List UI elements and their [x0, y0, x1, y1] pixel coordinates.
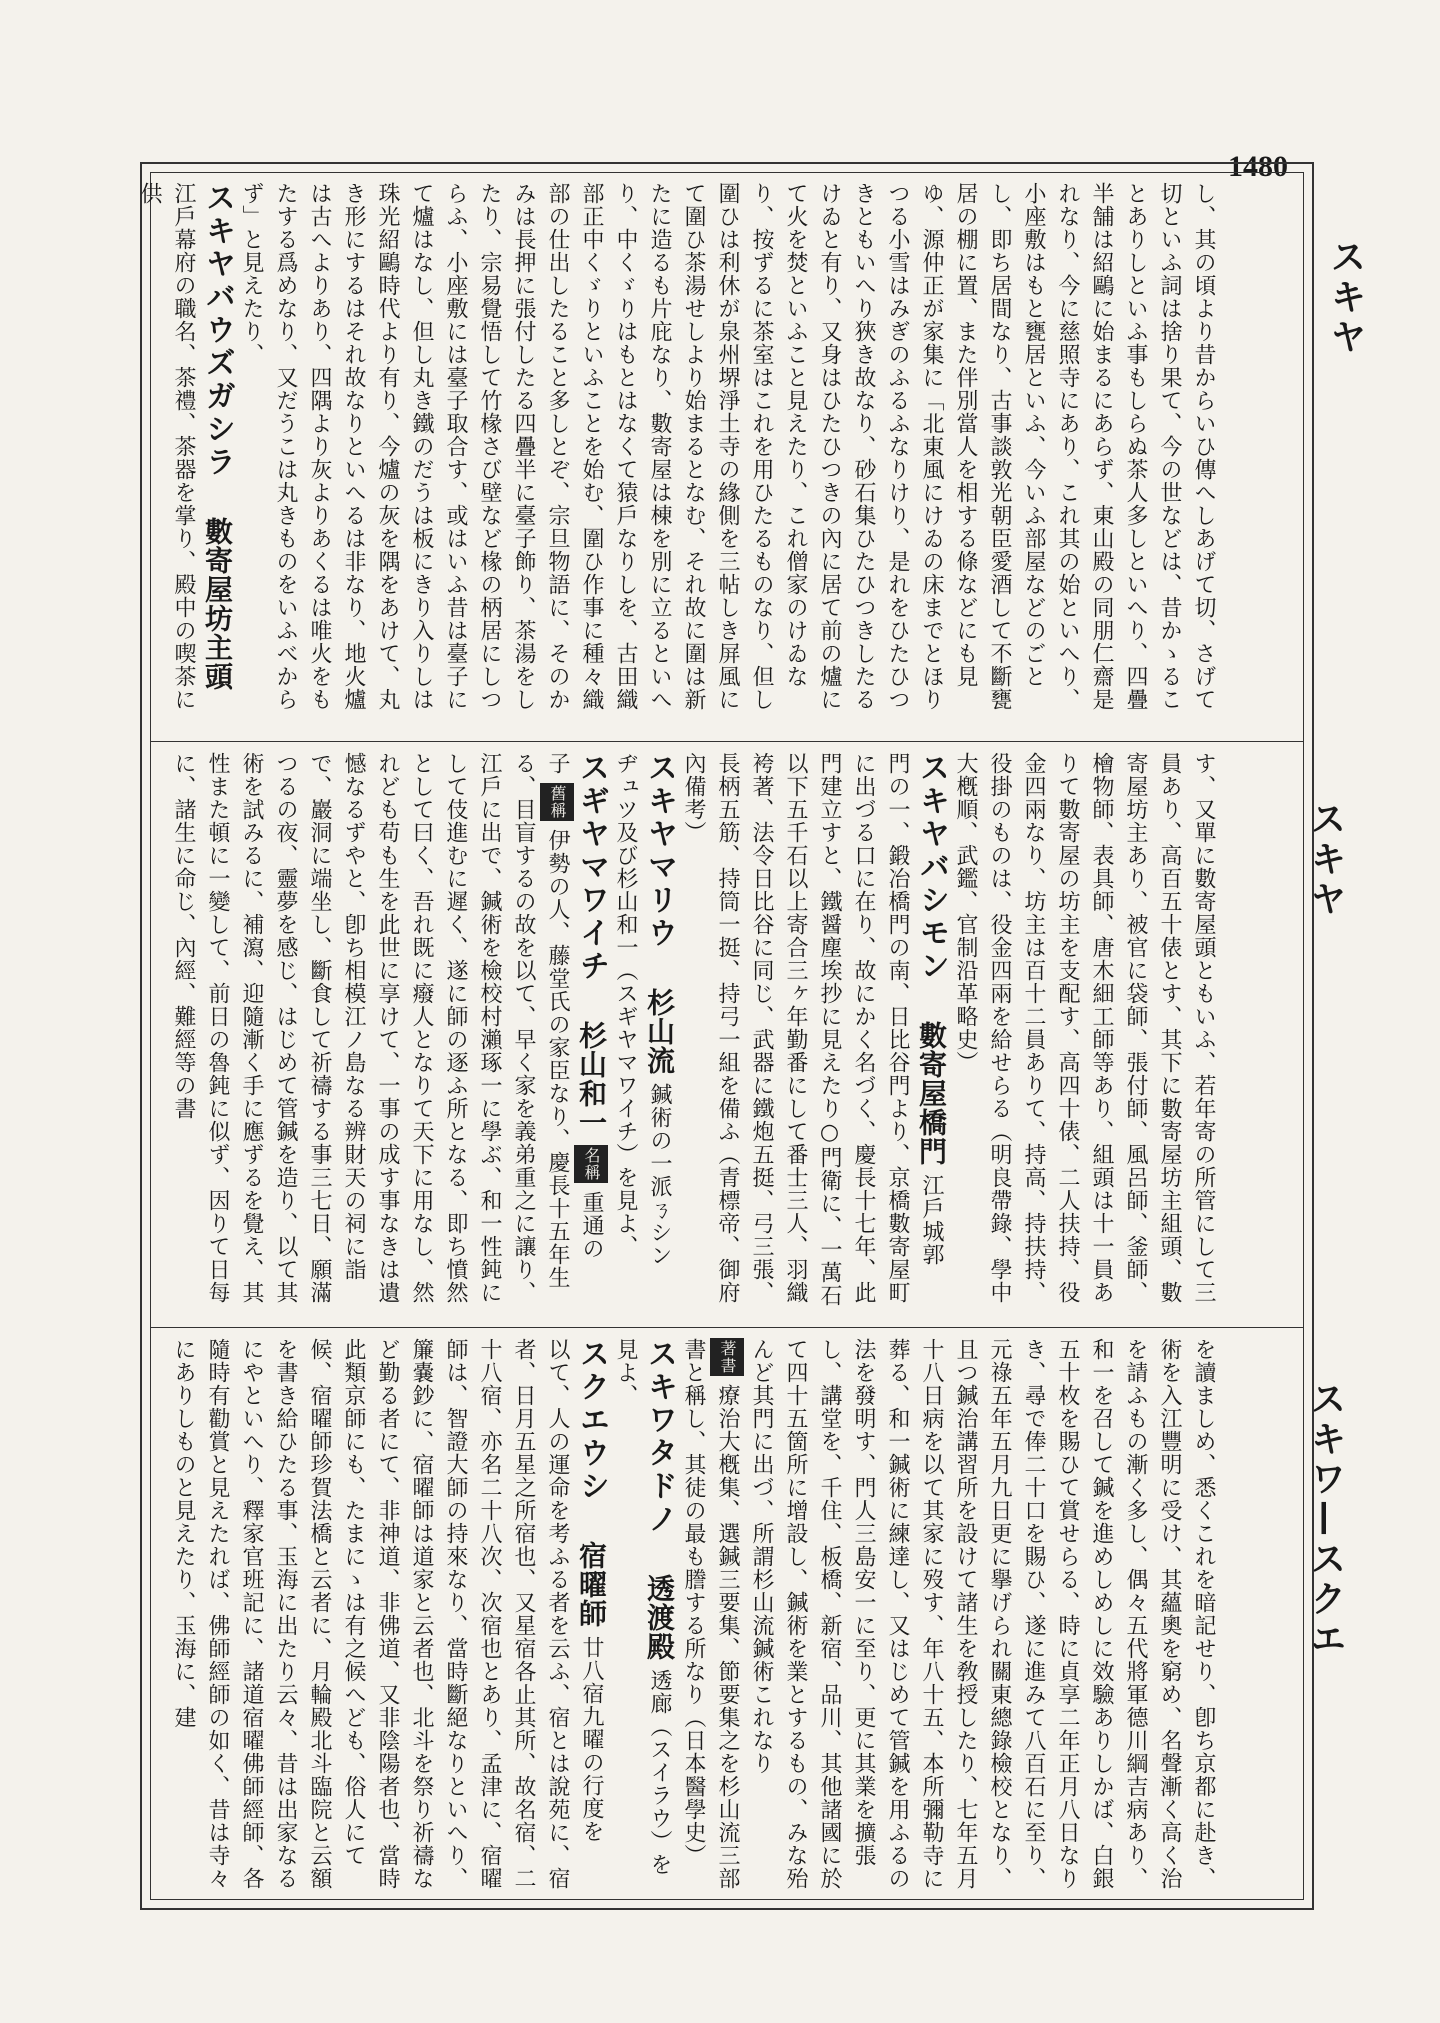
entry-kanji: 杉山流 [643, 988, 676, 1075]
entry-body: 重通の [579, 1191, 604, 1260]
entry-body [166, 752, 574, 1318]
entry-headword: スキヤバシモン [914, 752, 949, 983]
entry [642, 752, 676, 1318]
entry-kanji: 宿曜師 [575, 1541, 608, 1628]
section-divider-bottom [150, 1327, 1304, 1328]
entry-headword: スキワタドノ [642, 1338, 677, 1536]
entry-kanji: 杉山和一 [575, 1021, 608, 1137]
page-number: 1480 [1228, 150, 1288, 183]
entry [200, 182, 234, 730]
entry-body: 門の一、鍛冶橋門の南、日比谷門より、京橋數寄屋町に出づる口に在り、故にかく名づく、慶長十七年、此門建立すと、鐵醤塵埃抄に見えたり○門衛に、一萬石以下五千石以上寄合三ヶ年勤番にして番士三人、羽織袴著、法令日比谷に同じ、武器に鐵炮五挺、弓三張、長柄五筋、持筒一挺、持弓一組を備ふ（青標帝、御府內備考） [681, 752, 910, 1307]
entry-definition: 江戶幕府の職名、茶禮、茶器を掌り、殿中の喫茶に供 [137, 182, 196, 711]
entry [574, 1338, 608, 1890]
entry-kanji: 數寄屋橋門 [915, 1021, 948, 1166]
entry [608, 1338, 676, 1890]
entry-lead: 鍼術の一派ㄋシン [647, 1083, 672, 1267]
entry-kanji: 數寄屋坊主頭 [201, 517, 234, 691]
entry-headword: スキヤバウズガシラ [200, 182, 235, 479]
entry-lead: 廿八宿九曜の行度を [579, 1636, 604, 1843]
section-middle [170, 752, 1220, 1318]
name-badge: 名稱 [574, 1145, 608, 1183]
entry-headword: スキヤマリウ [642, 752, 677, 950]
section-divider-top [150, 741, 1304, 742]
running-head-middle: スキヤ [1305, 800, 1346, 920]
works-block [676, 1338, 744, 1890]
section-bottom [170, 1338, 1220, 1890]
text-block: す、又單に數寄屋頭ともいふ、若年寄の所管にして三員あり、高百五十俵とす、其下に數寄屋坊主組頭、數寄屋坊主あり、被官に袋師、張付師、風呂師、釜師、檜物師、表具師、唐木細工師等あり、組頭は十一員ありて數寄屋の坊主を支配す、高四十俵、二人扶持、役金四兩なり、坊主は百十二員ありて、持高、持扶持、役掛のものは、役金四兩を給せらる（明良帶錄、學中大槪順、武鑑、官制沿革略史） [953, 752, 1216, 1304]
entry [574, 752, 608, 1318]
section-top [137, 182, 1220, 730]
works-badge: 著書 [710, 1338, 744, 1376]
entry-kanji: 透渡殿 [643, 1574, 676, 1661]
entry [914, 752, 948, 1318]
running-head-bottom: スキワ—スクエ [1305, 1380, 1346, 1660]
entry-headword: スギヤマワイチ [574, 752, 609, 983]
old-name-badge: 舊稱 [540, 783, 574, 821]
entry-headword: スクエウシ [574, 1338, 609, 1503]
entry-lead: 江戶城郭 [919, 1174, 944, 1266]
entry-body-start: 子 [545, 752, 570, 775]
entry-body: 透廊（スイラウ）を見よ、 [613, 1338, 672, 1876]
running-head-top: スキヤ [1325, 238, 1366, 358]
text-block: し、其の頃より昔からいひ傳へしあげて切、さげて切といふ詞は捨り果て、今の世などは、昔かゝることありしといふ事もしらぬ茶人多しといへり、四疊半舗は紹鷗に始まるにあらず、東山殿の同朋仁齋是れなり、今に慈照寺にあり、これ其の始といへり、小座敷はもと甕居といふ、今いふ部屋などのごとし、即ち居間なり、古事談敦光朝臣愛酒して不斷甕居の棚に置、また伴別當人を相する條などにも見ゆ、源仲正が家集に「北東風にけゐの床までとほりつる小雪はみぎのふるふなりけり、是れをひたひつきともいへり狹き故なり、砂石集ひたひつきしたるけゐと有り、又身はひたひつきの內に居て前の爐にて火を焚といふこと見えたり、これ僧家のけゐなり、按ずるに茶室はこれを用ひたるものなり、但し圍ひは利休が泉州堺淨土寺の緣側を三帖しき屏風にて圍ひ茶湯せしより始まるとなむ、それ故に圍は新たに造るも片庇なり、數寄屋は棟を別に立るといへり、中くゞりはもとはなくて猿戶なりしを、古田織部正中くゞりといふことを始む、圍ひ作事に種々織部の仕出したること多しとぞ、宗旦物語に、そのかみは長押に張付したる四疊半に臺子飾り、茶湯をしたり、宗易覺悟して竹椽さび壁など椽の柄居にしつらふ、小座敷には臺子取合す、或はいふ昔は臺子にて爐はなし、但し丸き鐵のだうは板にきり入りしは珠光紹鷗時代より有り、今爐の灰を隅をあけて、丸き形にするはそれ故なりといへるは非なり、地火爐は古へよりあり、四隅より灰よりあくるは唯火をもたする爲めなり、又だうこは丸きものをいふべからず」と見えたり、 [239, 182, 1216, 711]
entry-body-text: 伊勢の人、藤堂氏の家臣なり、慶長十五年生る、目盲するの故を以て、早く家を義弟重之に讓り、江戶に出で、鍼術を檢校村瀨琢一に學ぶ、和一性鈍にして伎進むに遲く、遂に師の逐ふ所となる、即ち憤然として曰く、吾れ既に癈人となりて天下に用なし、然れども苟も生を此世に享けて、一事の成す事なきは遺憾なるずやと、卽ち相模江ノ島なる辨財天の祠に詣で、巖洞に端坐し、斷食して祈禱する事三七日、願滿つるの夜、靈夢を感じ、はじめて管鍼を造り、以て其術を試みるに、補瀉、迎隨漸く手に應ずるを覺え、其性また頓に一變して、前日の魯鈍に似ず、因りて日每に、諸生に命じ、內經、難經等の書 [171, 752, 570, 1304]
works-list: 療治大槪集、選鍼三要集、節要集之を杉山流三部書と稱し、其徒の最も謄する所なり（日本醫學史） [681, 1338, 740, 1890]
entry-body: ヂュツ及び杉山和一（スギヤマワイチ）を見よ、 [613, 752, 638, 1258]
entry-body: 以て、人の運命を考ふる者を云ふ、宿とは說苑に、宿者、日月五星之所宿也、又星宿各止其所、故名宿、二十八宿、亦名二十八次、次宿也とあり、孟津に、宿曜師は、智證大師の持來なり、當時斷絕なりといへり、簾嚢鈔に、宿曜師は道家と云者也、北斗を祭り祈禱など勤る者にて、非神道、非佛道、又非陰陽者也、當時此類京師にも、たまにゝは有之候へども、俗人にて候、宿曜師珍賀法橋と云者に、月輪殿北斗臨院と云額を書き給ひたる事、玉海に出たり云々、昔は出家なるにやといへり、釋家官班記に、諸道宿曜佛師經師、各隨時有勸賞と見えたれば、佛師經師の如く、昔は寺々にありしものと見えたり、玉海に、建 [171, 1338, 570, 1890]
text-block: を讀ましめ、悉くこれを暗記せり、卽ち京都に赴き、術を入江豐明に受け、其蘊奧を窮め、名聲漸く高く治を請ふもの漸く多し、偶々五代將軍德川綱吉病あり、和一を召して鍼を進めしめしに效驗ありしかば、白銀五十枚を賜ひて賞せらる、時に貞享二年正月八日なりき、尋で俸二十口を賜ひ、遂に進みて八百石に至り、元祿五年五月九日更に擧げられ關東總錄檢校となり、且つ鍼治講習所を設けて諸生を敎授したり、七年五月十八日病を以て其家に歿す、年八十五、本所彌勒寺に葬る、和一鍼術に練達し、又はじめて管鍼を用ふるの法を發明す、門人三島安一に至り、更に其業を擴張し、講堂を、千住、板橋、新宿、品川、其他諸國に於て四十五箇所に增設し、鍼術を業とするもの、みな殆んど其門に出づ、所謂杉山流鍼術これなり [749, 1338, 1216, 1890]
